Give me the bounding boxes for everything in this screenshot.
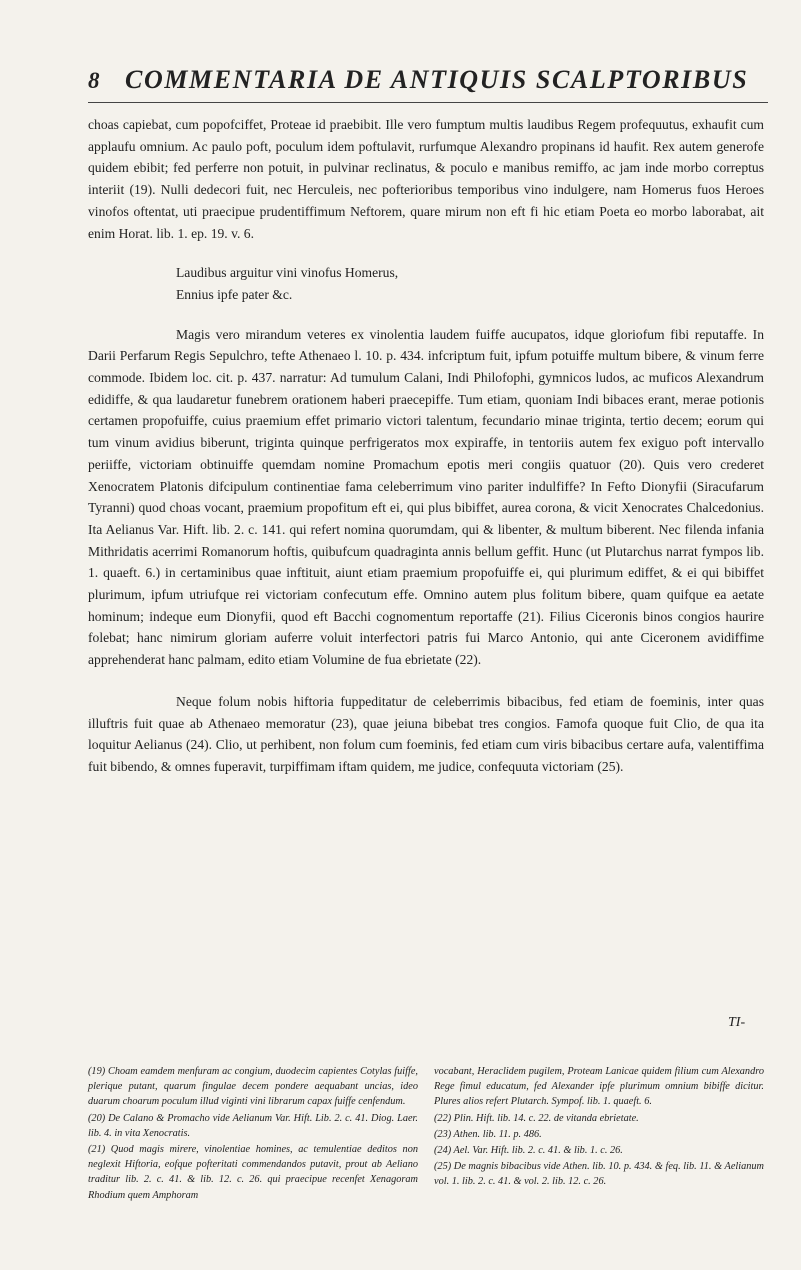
header-rule bbox=[88, 102, 768, 103]
footnote-20: (20) De Calano & Promacho vide Aelianum Var. Hift. Lib. 2. c. 41. Diog. Laer. lib. 4. in vita Xenocratis. bbox=[88, 1112, 418, 1139]
footnote-19: (19) Choam eamdem menfuram ac congium, duodecim capientes Cotylas fuiffe, plerique putant, quarum fingulae decem pondere aequabant uncias, ideo duarum choarum poculum illud viginti vini librarum capax fuiffe cenfendum. bbox=[88, 1066, 418, 1108]
footnotes-left-column bbox=[88, 1064, 418, 1204]
page-header bbox=[0, 62, 801, 102]
main-text bbox=[88, 114, 764, 778]
footnote-23: (23) Athen. lib. 11. p. 486. bbox=[434, 1128, 542, 1140]
verse-line-2: Ennius ipfe pater &c. bbox=[176, 286, 293, 302]
footnotes-right-column bbox=[434, 1064, 764, 1204]
footnote-25: (25) De magnis bibacibus vide Athen. lib. 10. p. 434. & feq. lib. 11. & Aelianum vol. 1. lib. 2. c. 41. & vol. 2. lib. 12. c. 26. bbox=[434, 1161, 764, 1188]
footnotes bbox=[88, 1064, 764, 1204]
verse-line-1: Laudibus arguitur vini vinofus Homerus, bbox=[176, 265, 399, 281]
paragraph-1: choas capiebat, cum popofciffet, Proteae id praebibit. Ille vero fumptum multis laudibus Regem profequutus, exhaufit cum applaufu omnium. Ac paulo poft, poculum idem poftulavit, rurfumque Alexandro propinans id haufit. Rex autem generofe quidem ebibit; fed perferre non potuit, in pulvinar reclinatus, & poculo e manibus remiffo, ac jam inde morbo correptus interiit (19). Nulli dedecori fuit, nec Herculeis, nec pofterioribus temporibus vino indulgere, nam Homerus fuos Heroes vinofos oftentat, uti praecipue prudentiffimum Neftorem, quare mirum non eft fi hic etiam Poeta eo morbo laborabat, ait enim Horat. lib. 1. ep. 19. v. 6. bbox=[88, 117, 764, 241]
paragraph-3: Neque folum nobis hiftoria fuppeditatur de celeberrimis bibacibus, fed etiam de foeminis, inter quas illuftris fuit quae ab Athenaeo memoratur (23), quae jeiuna bibebat tres congios. Famofa quoque fuit Clio, de qua ita loquitur Aelianus (24). Clio, ut perhibent, non folum cum foeminis, fed etiam cum viris bibacibus certare aufa, valentiffima fuit bibendo, & omnes fuperavit, turpiffimam iftam quidem, me judice, confequuta victoriam (25). bbox=[88, 693, 764, 774]
footnote-24: (24) Ael. Var. Hift. lib. 2. c. 41. & lib. 1. c. 26. bbox=[434, 1145, 623, 1157]
running-title: COMMENTARIA DE ANTIQUIS SCALPTORIBUS bbox=[125, 65, 749, 94]
paragraph-2: Magis vero mirandum veteres ex vinolentia laudem fuiffe aucupatos, idque gloriofum fibi reputaffe. In Darii Perfarum Regis Sepulchro, tefte Athenaeo l. 10. p. 434. infcriptum fuit, ipfum potuiffe multum bibere, & vinum ferre commode. Ibidem loc. cit. p. 437. narratur: Ad tumulum Calani, Indi Philofophi, gymnicos ludos, ac muficos Alexandrum edidiffe, & qua laudaretur funebrem orationem haberi praecepiffe. Tum etiam, quoniam Indi bibaces erant, merae potionis certamen propofuiffe, cuius praemium effet primario victori talentum, fecundario minae triginta, tertio decem; eorum qui tum vinum avidius biberunt, triginta quinque perfrigeratos mox expiraffe, in tentoriis autem fex exiguo poft intervallo periiffe, victoriam obtinuiffe quemdam nomine Promachum epotis meri congiis quatuor (20). Quis vero crederet Xenocratem Platonis difcipulum continentiae fama celeberrimum vino pariter indulfiffe? In Fefto Dionyfii (Siracufarum Tyranni) quod choas vocant, praemium propofitum eft ei, qui plus bibiffet, aurea corona, & vicit Xenocrates Chalcedonius. Ita Aelianus Var. Hift. lib. 2. c. 141. qui refert nomina quorumdam, qui & libenter, & multum biberent. Nec filenda infania Mithridatis acerrimi Romanorum hoftis, quibufcum quadraginta annis bellum geffit. Hunc (ut Plutarchus narrat fympos lib. 1. quaeft. 6.) in certaminibus quae inftituit, aiunt etiam praemium propofuiffe ei, qui plurimum ediffet, & ei qui bibiffet plurimum, ipfum utriufque rei victoriam confecutum effe. Omnino autem plus folitum bibere, quam quifque ea aetate hominum; indeque eum Dionyfii, quod eft Bacchi cognomentum reportaffe (21). Filius Ciceronis binos congios haurire folebat; hanc nimirum gloriam auferre voluit interfectori patris fui Marco Antonio, qui ante Ciceronem avidiffime apprehenderat hanc palmam, edito etiam Volumine de fua ebrietate (22). bbox=[88, 326, 764, 668]
footnote-22: (22) Plin. Hift. lib. 14. c. 22. de vitanda ebrietate. bbox=[434, 1112, 639, 1124]
footnote-21-continued: vocabant, Heraclidem pugilem, Proteam Lanicae quidem filium cum Alexandro Rege fimul educatum, fed Alexander ipfe plurimum omnium bibiffe dicitur. Plures alios refert Plutarch. Sympof. lib. 1. quaeft. 6. bbox=[434, 1066, 764, 1108]
catchword: TI- bbox=[728, 1015, 746, 1030]
page-number: 8 bbox=[88, 68, 100, 93]
footnote-21: (21) Quod magis mirere, vinolentiae homines, ac temulentiae deditos non neglexit Hiftoria, eofque pofteritati commendandos putavit, prout ab Aeliano traditur lib. 2. c. 41. & lib. 12. c. 26. qui praecipue recenfet Xenagoram Rhodium quem Amphoram bbox=[88, 1144, 418, 1201]
